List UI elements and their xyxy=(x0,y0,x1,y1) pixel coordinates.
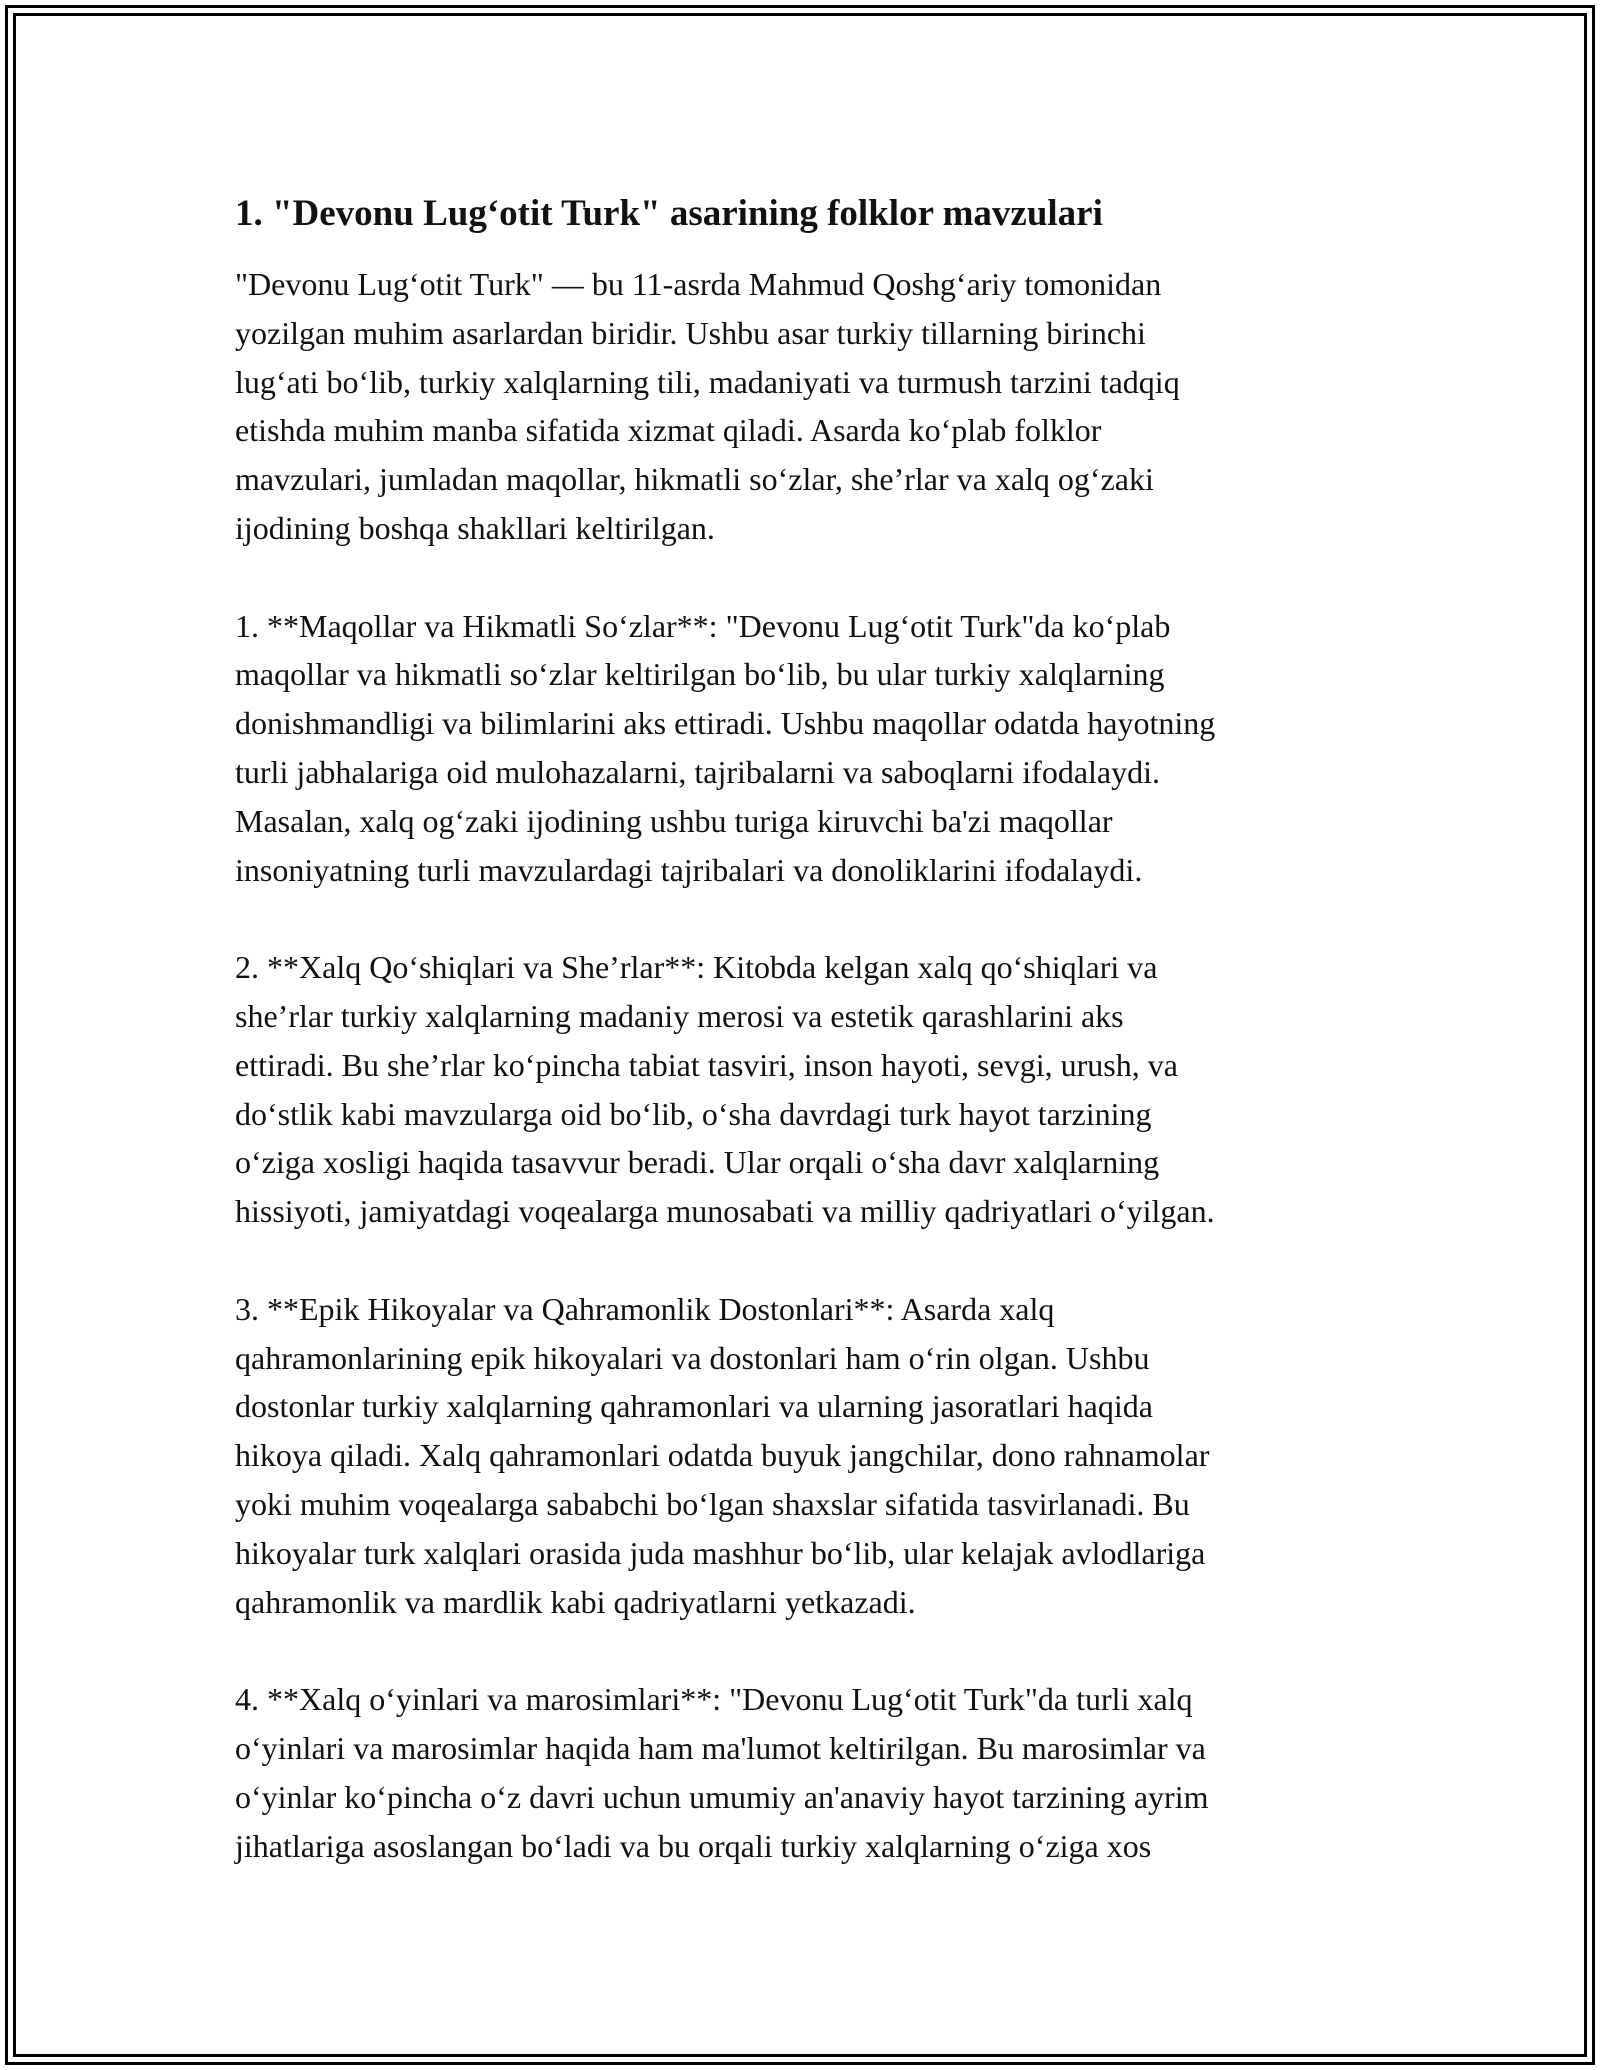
paragraph-games-rituals xyxy=(235,1675,1375,1870)
text-line: o‘ziga xosligi haqida tasavvur beradi. Ular orqali o‘sha davr xalqlarning xyxy=(235,1144,1160,1181)
text-line: etishda muhim manba sifatida xizmat qiladi. Asarda ko‘plab folklor xyxy=(235,412,1102,449)
text-line: 1. **Maqollar va Hikmatli So‘zlar**: "Devonu Lug‘otit Turk"da ko‘plab xyxy=(235,607,1171,644)
text-line: 2. **Xalq Qo‘shiqlari va She’rlar**: Kitobda kelgan xalq qo‘shiqlari va xyxy=(235,949,1158,986)
text-line: ijodining boshqa shakllari keltirilgan. xyxy=(235,509,715,546)
text-line: hikoya qiladi. Xalq qahramonlari odatda buyuk jangchilar, dono rahnamolar xyxy=(235,1437,1210,1474)
text-line: donishmandligi va bilimlarini aks ettiradi. Ushbu maqollar odatda hayotning xyxy=(235,705,1216,742)
paragraph-epics xyxy=(235,1285,1375,1627)
text-line: turli jabhalariga oid mulohazalarni, tajribalarni va saboqlarni ifodalaydi. xyxy=(235,753,1160,790)
paragraph-intro xyxy=(235,260,1375,553)
text-line: qahramonlarining epik hikoyalari va dostonlari ham o‘rin olgan. Ushbu xyxy=(235,1339,1150,1376)
text-line: "Devonu Lug‘otit Turk" — bu 11-asrda Mahmud Qoshg‘ariy tomonidan xyxy=(235,266,1162,302)
text-line: maqollar va hikmatli so‘zlar keltirilgan bo‘lib, bu ular turkiy xalqlarning xyxy=(235,656,1165,693)
document-body xyxy=(235,190,1375,1870)
text-line: o‘yinlar ko‘pincha o‘z davri uchun umumiy an'anaviy hayot tarzining ayrim xyxy=(235,1778,1209,1815)
text-line: 4. **Xalq o‘yinlari va marosimlari**: "Devonu Lug‘otit Turk"da turli xalq xyxy=(235,1681,1193,1718)
document-title: 1. "Devonu Lug‘otit Turk" asarining folklor mavzulari xyxy=(235,193,1103,234)
text-line: qahramonlik va mardlik kabi qadriyatlarni yetkazadi. xyxy=(235,1583,916,1620)
text-line: dostonlar turkiy xalqlarning qahramonlari va ularning jasoratlari haqida xyxy=(235,1388,1153,1425)
paragraph-songs-poems xyxy=(235,943,1375,1236)
text-line: o‘yinlari va marosimlar haqida ham ma'lumot keltirilgan. Bu marosimlar va xyxy=(235,1729,1206,1766)
text-line: mavzulari, jumladan maqollar, hikmatli so‘zlar, she’rlar va xalq og‘zaki xyxy=(235,461,1154,498)
text-line: yoki muhim voqealarga sababchi bo‘lgan shaxslar sifatida tasvirlanadi. Bu xyxy=(235,1485,1190,1522)
text-line: she’rlar turkiy xalqlarning madaniy merosi va estetik qarashlarini aks xyxy=(235,997,1124,1034)
text-line: yozilgan muhim asarlardan biridir. Ushbu asar turkiy tillarning birinchi xyxy=(235,314,1146,351)
text-line: hikoyalar turk xalqlari orasida juda mashhur bo‘lib, ular kelajak avlodlariga xyxy=(235,1534,1206,1571)
text-line: do‘stlik kabi mavzularga oid bo‘lib, o‘sha davrdagi turk hayot tarzining xyxy=(235,1095,1152,1132)
text-line: 3. **Epik Hikoyalar va Qahramonlik Dostonlari**: Asarda xalq xyxy=(235,1290,1055,1327)
paragraph-proverbs xyxy=(235,602,1375,895)
text-line: insoniyatning turli mavzulardagi tajribalari va donoliklarini ifodalaydi. xyxy=(235,851,1143,888)
text-line: jihatlariga asoslangan bo‘ladi va bu orqali turkiy xalqlarning o‘ziga xos xyxy=(235,1827,1152,1864)
text-line: lug‘ati bo‘lib, turkiy xalqlarning tili, madaniyati va turmush tarzini tadqiq xyxy=(235,363,1180,400)
text-line: Masalan, xalq og‘zaki ijodining ushbu turiga kiruvchi ba'zi maqollar xyxy=(235,802,1113,839)
text-line: hissiyoti, jamiyatdagi voqealarga munosabati va milliy qadriyatlari o‘yilgan. xyxy=(235,1193,1215,1230)
text-line: ettiradi. Bu she’rlar ko‘pincha tabiat tasviri, inson hayoti, sevgi, urush, va xyxy=(235,1046,1178,1083)
